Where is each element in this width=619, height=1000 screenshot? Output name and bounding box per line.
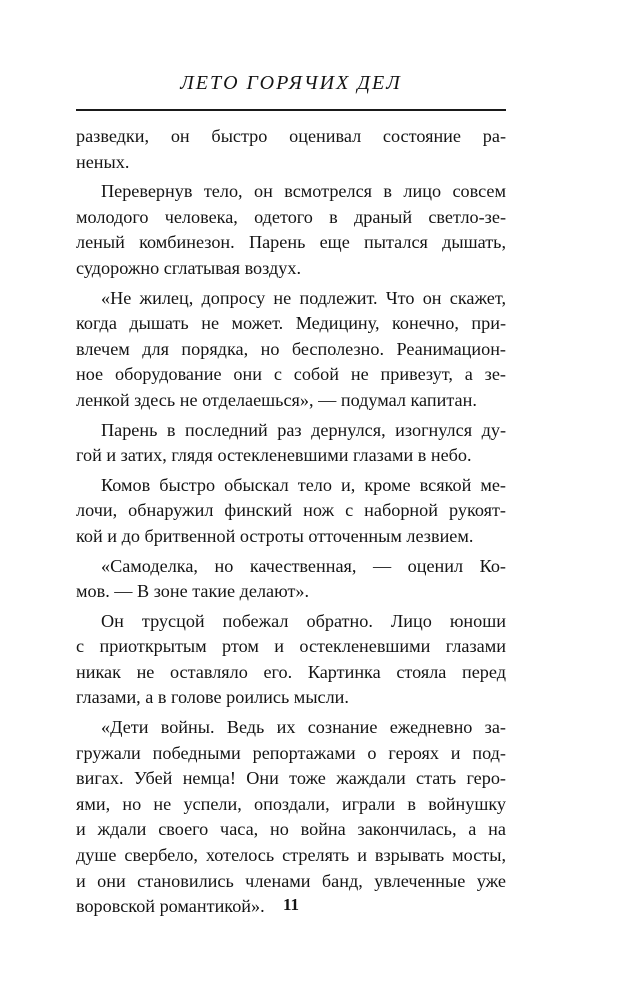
paragraph	[76, 609, 506, 711]
running-header: ЛЕТО ГОРЯЧИХ ДЕЛ	[180, 72, 402, 94]
text-line: лочи, обнаружил финский нож с наборной рукоят-	[76, 500, 506, 521]
text-line: вигах. Убей немца! Они тоже жаждали стать геро-	[76, 768, 506, 789]
text-line: «Не жилец, допросу не подлежит. Что он скажет,	[101, 287, 506, 308]
text-line: мов. — В зоне такие делают».	[76, 581, 310, 602]
text-line: Парень в последний раз дернулся, изогнулся ду-	[101, 419, 506, 440]
text-line: неных.	[76, 151, 130, 172]
text-line: Комов быстро обыскал тело и, кроме всякой ме-	[101, 474, 506, 495]
text-line: судорожно сглатывая воздух.	[76, 257, 301, 278]
text-line: и ждали своего часа, но война закончилась, а на	[76, 819, 506, 840]
text-line: с приоткрытым ртом и остекленевшими глазами	[76, 636, 506, 657]
text-line: никак не оставляло его. Картинка стояла перед	[76, 661, 506, 682]
text-line: и они становились членами банд, увлеченные уже	[76, 870, 506, 891]
text-line: гой и затих, глядя остекленевшими глазами в небо.	[76, 445, 472, 466]
text-line: разведки, он быстро оценивал состояние ра-	[76, 126, 506, 146]
paragraph	[76, 715, 506, 920]
text-line: «Самоделка, но качественная, — оценил Ко-	[101, 555, 506, 576]
text-line: ное оборудование они с собой не привезут, а зе-	[76, 364, 506, 385]
paragraph	[76, 554, 506, 605]
paragraph	[76, 124, 506, 175]
header-rule	[76, 109, 506, 111]
text-line: ями, но не успели, опоздали, играли в войнушку	[76, 793, 506, 814]
text-line: ленкой здесь не отделаешься», — подумал капитан.	[76, 389, 477, 410]
paragraph	[76, 418, 506, 469]
text-line: гружали победными репортажами о героях и под-	[76, 742, 506, 763]
paragraph	[76, 179, 506, 281]
page-number: 11	[282, 895, 300, 914]
text-line: «Дети войны. Ведь их сознание ежедневно за-	[101, 717, 506, 738]
paragraph	[76, 473, 506, 550]
text-line: душе свербело, хотелось стрелять и взрывать мосты,	[76, 845, 506, 866]
text-line: воровской романтикой».	[76, 896, 265, 917]
text-line: Он трусцой побежал обратно. Лицо юноши	[101, 610, 506, 631]
paragraph	[76, 286, 506, 414]
text-line: леный комбинезон. Парень еще пытался дышать,	[76, 232, 506, 253]
text-line: когда дышать не может. Медицину, конечно, при-	[76, 313, 506, 334]
text-line: глазами, а в голове роились мысли.	[76, 687, 349, 708]
body-text	[76, 124, 506, 920]
text-line: влечем для порядка, но бесполезно. Реанимацион-	[76, 338, 506, 359]
text-line: молодого человека, одетого в драный светло-зе-	[76, 206, 506, 227]
text-line: кой и до бритвенной остроты отточенным лезвием.	[76, 525, 474, 546]
text-line: Перевернув тело, он всмотрелся в лицо совсем	[101, 181, 506, 202]
